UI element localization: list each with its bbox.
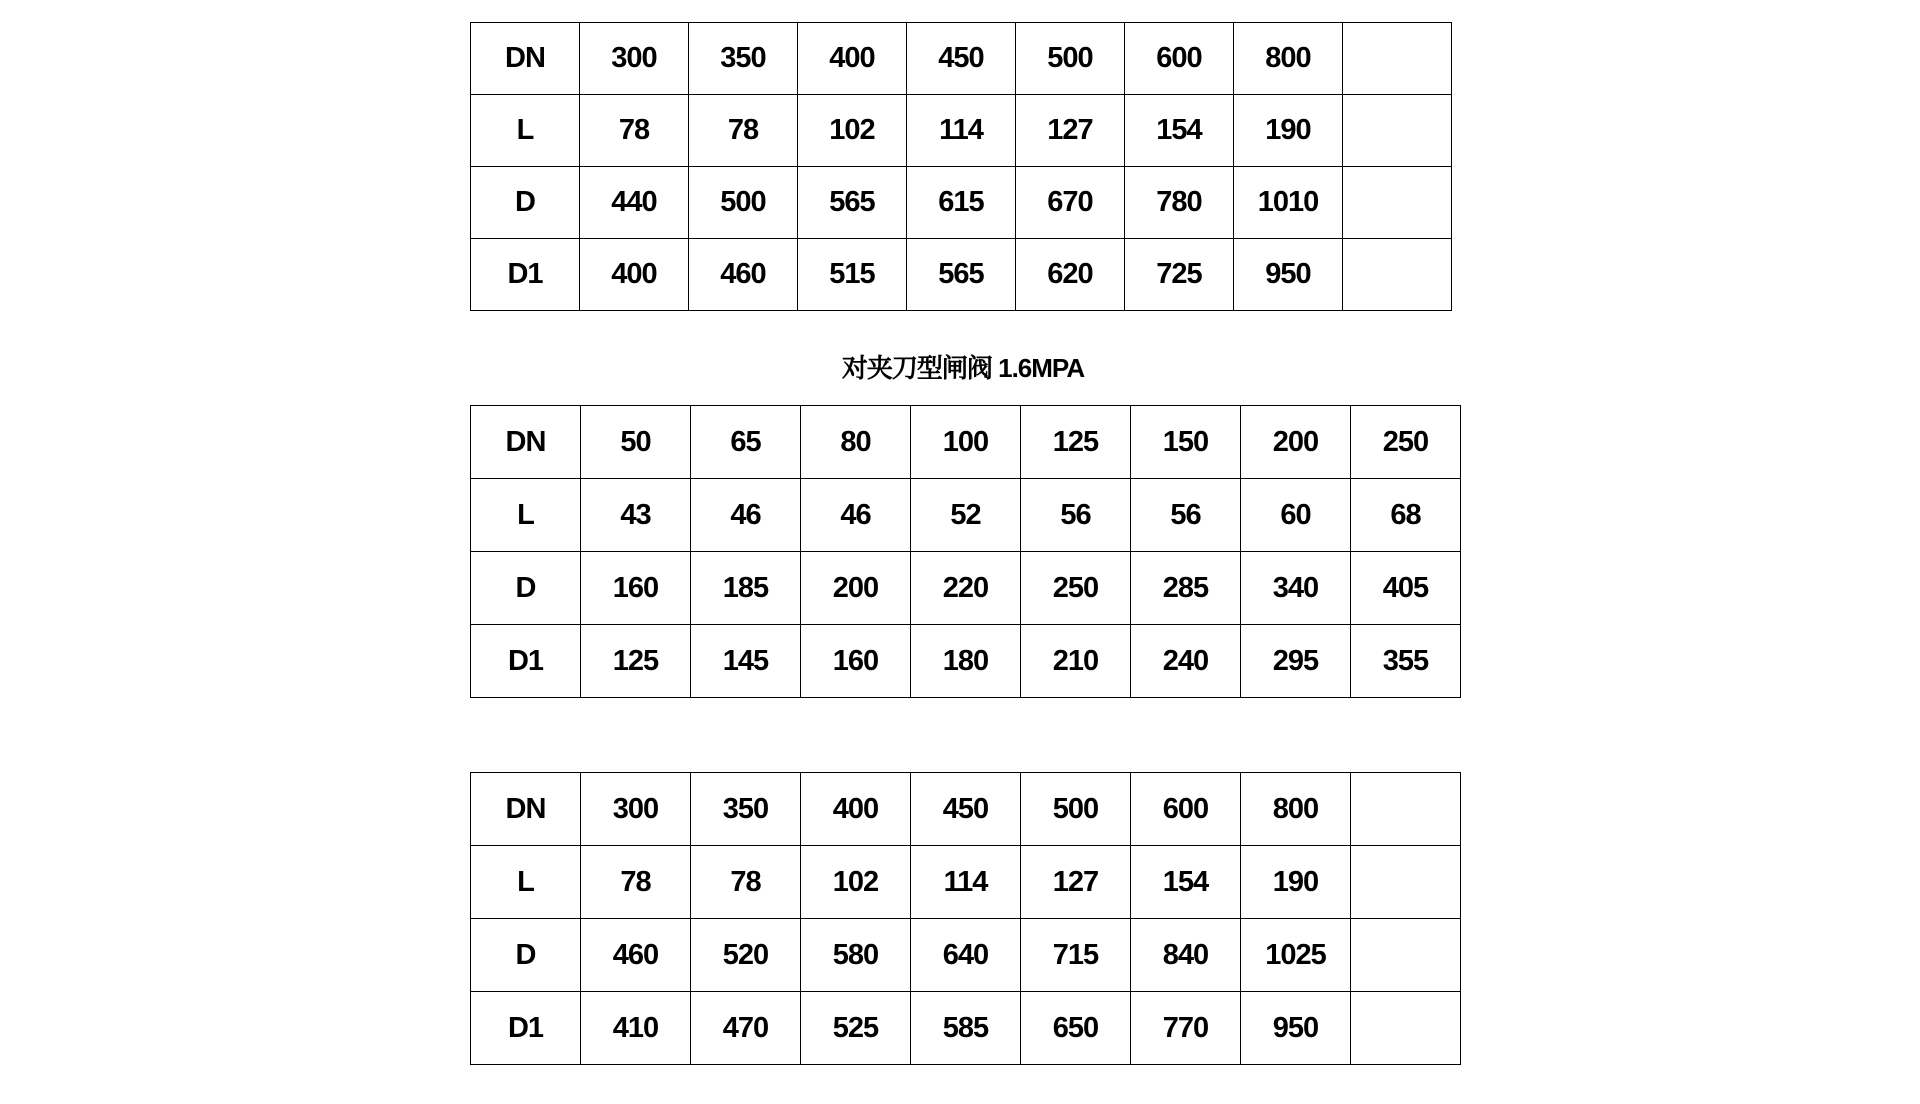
spec-table-1 [470, 22, 1452, 311]
row-header-cell: DN [471, 23, 580, 95]
table-cell: 460 [581, 919, 691, 992]
table-cell [1351, 992, 1461, 1065]
section-caption: 对夹刀型闸阀 1.6MPA [841, 353, 1085, 383]
table-cell: 460 [689, 239, 798, 311]
table-cell: 800 [1234, 23, 1343, 95]
table-cell: 127 [1016, 95, 1125, 167]
table-cell: 600 [1131, 773, 1241, 846]
table-cell: 470 [691, 992, 801, 1065]
row-header-cell: D [471, 167, 580, 239]
table-body [471, 23, 1452, 311]
row-header-cell: D1 [471, 992, 581, 1065]
table-cell: 780 [1125, 167, 1234, 239]
table-cell: 190 [1234, 95, 1343, 167]
row-header-cell: D [471, 919, 581, 992]
row-header-cell: D1 [471, 239, 580, 311]
table-row [471, 167, 1452, 239]
table-cell: 500 [689, 167, 798, 239]
table-cell: 102 [798, 95, 907, 167]
table-row [471, 239, 1452, 311]
table-body [471, 773, 1461, 1065]
table-cell: 240 [1131, 625, 1241, 698]
table-cell: 600 [1125, 23, 1234, 95]
table-cell: 52 [911, 479, 1021, 552]
row-header-cell: DN [471, 406, 581, 479]
table-cell [1351, 773, 1461, 846]
table-cell: 405 [1351, 552, 1461, 625]
table-cell: 440 [580, 167, 689, 239]
table-body [471, 406, 1461, 698]
table-cell: 180 [911, 625, 1021, 698]
table-cell: 580 [801, 919, 911, 992]
table-cell: 220 [911, 552, 1021, 625]
table-cell: 640 [911, 919, 1021, 992]
table-cell: 295 [1241, 625, 1351, 698]
table-cell: 400 [580, 239, 689, 311]
table-cell: 125 [1021, 406, 1131, 479]
table-cell [1343, 95, 1452, 167]
table-cell: 1025 [1241, 919, 1351, 992]
table-cell: 1010 [1234, 167, 1343, 239]
table-cell: 210 [1021, 625, 1131, 698]
table-cell: 715 [1021, 919, 1131, 992]
row-header-cell: L [471, 479, 581, 552]
table-cell: 50 [581, 406, 691, 479]
table-cell [1351, 919, 1461, 992]
table-cell: 670 [1016, 167, 1125, 239]
table-cell: 56 [1131, 479, 1241, 552]
table-row [471, 846, 1461, 919]
table-cell: 650 [1021, 992, 1131, 1065]
table-cell: 150 [1131, 406, 1241, 479]
table-cell: 355 [1351, 625, 1461, 698]
table-cell: 400 [801, 773, 911, 846]
table-row [471, 23, 1452, 95]
table-row [471, 773, 1461, 846]
table-cell: 515 [798, 239, 907, 311]
table-cell: 100 [911, 406, 1021, 479]
table-cell: 56 [1021, 479, 1131, 552]
table-cell: 450 [911, 773, 1021, 846]
table-cell: 410 [581, 992, 691, 1065]
table-cell [1343, 167, 1452, 239]
table-cell [1351, 846, 1461, 919]
table-cell: 350 [691, 773, 801, 846]
table-cell: 340 [1241, 552, 1351, 625]
table-cell: 250 [1021, 552, 1131, 625]
table-cell: 160 [801, 625, 911, 698]
table-cell: 114 [911, 846, 1021, 919]
table-cell: 525 [801, 992, 911, 1065]
table-cell: 46 [691, 479, 801, 552]
table-row [471, 992, 1461, 1065]
table-cell: 185 [691, 552, 801, 625]
table-cell: 102 [801, 846, 911, 919]
table-cell: 615 [907, 167, 1016, 239]
table-cell [1343, 239, 1452, 311]
table-cell: 60 [1241, 479, 1351, 552]
table-cell: 46 [801, 479, 911, 552]
row-header-cell: L [471, 95, 580, 167]
table-cell: 500 [1016, 23, 1125, 95]
table-cell: 250 [1351, 406, 1461, 479]
table-row [471, 479, 1461, 552]
table-row [471, 919, 1461, 992]
table-cell: 585 [911, 992, 1021, 1065]
table-cell: 800 [1241, 773, 1351, 846]
table-cell: 770 [1131, 992, 1241, 1065]
row-header-cell: DN [471, 773, 581, 846]
table-cell: 78 [581, 846, 691, 919]
table-cell: 154 [1131, 846, 1241, 919]
table-cell: 145 [691, 625, 801, 698]
table-cell: 840 [1131, 919, 1241, 992]
table-cell: 190 [1241, 846, 1351, 919]
spec-table-2 [470, 405, 1461, 698]
table-cell: 154 [1125, 95, 1234, 167]
table-cell: 350 [689, 23, 798, 95]
table-cell [1343, 23, 1452, 95]
table-cell: 125 [581, 625, 691, 698]
table-cell: 68 [1351, 479, 1461, 552]
table-cell: 65 [691, 406, 801, 479]
table-row [471, 95, 1452, 167]
table-cell: 950 [1241, 992, 1351, 1065]
spec-table-3 [470, 772, 1461, 1065]
table-cell: 80 [801, 406, 911, 479]
table-cell: 565 [798, 167, 907, 239]
table-cell: 725 [1125, 239, 1234, 311]
table-cell: 300 [581, 773, 691, 846]
table-row [471, 625, 1461, 698]
table-cell: 520 [691, 919, 801, 992]
table-cell: 500 [1021, 773, 1131, 846]
table-cell: 285 [1131, 552, 1241, 625]
table-cell: 565 [907, 239, 1016, 311]
table-cell: 620 [1016, 239, 1125, 311]
row-header-cell: D [471, 552, 581, 625]
table-row [471, 552, 1461, 625]
row-header-cell: D1 [471, 625, 581, 698]
table-row [471, 406, 1461, 479]
table-cell: 200 [801, 552, 911, 625]
table-cell: 160 [581, 552, 691, 625]
table-cell: 450 [907, 23, 1016, 95]
table-cell: 78 [689, 95, 798, 167]
table-cell: 78 [691, 846, 801, 919]
table-cell: 950 [1234, 239, 1343, 311]
table-cell: 300 [580, 23, 689, 95]
table-cell: 78 [580, 95, 689, 167]
table-cell: 400 [798, 23, 907, 95]
table-cell: 127 [1021, 846, 1131, 919]
table-cell: 200 [1241, 406, 1351, 479]
row-header-cell: L [471, 846, 581, 919]
table-cell: 114 [907, 95, 1016, 167]
table-cell: 43 [581, 479, 691, 552]
